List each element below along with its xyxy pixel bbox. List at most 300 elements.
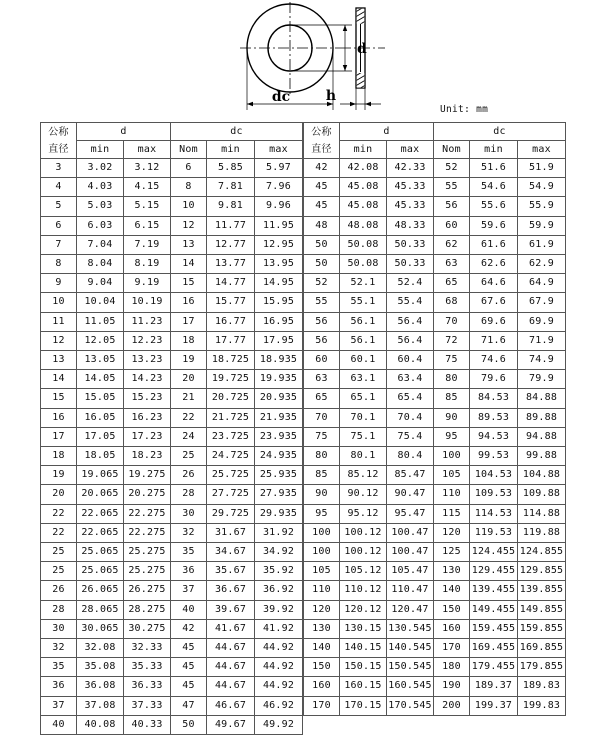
table-row [304, 408, 566, 427]
cell-nominal-diameter: 56 [304, 331, 340, 350]
cell-dc-min: 17.77 [207, 331, 255, 350]
cell-dc-nom: 50 [171, 715, 207, 734]
cell-dc-min: 69.6 [470, 312, 518, 331]
cell-d-min: 22.065 [77, 504, 124, 523]
cell-dc-min: 159.455 [470, 619, 518, 638]
cell-dc-nom: 36 [171, 562, 207, 581]
cell-dc-nom: 40 [171, 600, 207, 619]
table-row [304, 293, 566, 312]
table-row [304, 639, 566, 658]
cell-dc-min: 44.67 [207, 639, 255, 658]
washer-technical-drawing [0, 0, 600, 118]
table-row [304, 619, 566, 638]
cell-d-min: 13.05 [77, 351, 124, 370]
cell-nominal-diameter: 25 [41, 562, 77, 581]
cell-dc-nom: 190 [434, 677, 470, 696]
table-row [304, 658, 566, 677]
cell-nominal-diameter: 5 [41, 197, 77, 216]
cell-dc-min: 44.67 [207, 658, 255, 677]
cell-dc-min: 20.725 [207, 389, 255, 408]
cell-d-max: 16.23 [124, 408, 171, 427]
arrow-d-top [343, 25, 347, 31]
cell-nominal-diameter: 80 [304, 447, 340, 466]
table-row [41, 370, 303, 389]
cell-dc-max: 139.855 [518, 581, 566, 600]
table-header-row-2 [304, 141, 566, 159]
cell-d-min: 150.15 [340, 658, 387, 677]
cell-dc-max: 49.92 [255, 715, 303, 734]
cell-d-min: 100.12 [340, 543, 387, 562]
header-dc-max: max [255, 141, 303, 159]
cell-dc-nom: 45 [171, 639, 207, 658]
cell-d-max: 90.47 [387, 485, 434, 504]
cell-d-min: 20.065 [77, 485, 124, 504]
cell-dc-nom: 26 [171, 466, 207, 485]
cell-nominal-diameter: 63 [304, 370, 340, 389]
cell-d-min: 70.1 [340, 408, 387, 427]
table-row [304, 235, 566, 254]
cell-dc-min: 12.77 [207, 235, 255, 254]
cell-d-max: 14.23 [124, 370, 171, 389]
cell-dc-nom: 35 [171, 543, 207, 562]
cell-d-min: 28.065 [77, 600, 124, 619]
cell-d-min: 75.1 [340, 427, 387, 446]
cell-dc-min: 39.67 [207, 600, 255, 619]
cell-d-max: 35.33 [124, 658, 171, 677]
cell-dc-max: 35.92 [255, 562, 303, 581]
cell-d-min: 45.08 [340, 197, 387, 216]
cell-dc-max: 41.92 [255, 619, 303, 638]
cell-d-max: 30.275 [124, 619, 171, 638]
table-row [41, 159, 303, 178]
table-row [41, 543, 303, 562]
cell-d-min: 32.08 [77, 639, 124, 658]
cell-dc-min: 169.455 [470, 639, 518, 658]
cell-dc-min: 23.725 [207, 427, 255, 446]
left-table-body [41, 159, 303, 735]
cell-dc-max: 19.935 [255, 370, 303, 389]
cell-dc-min: 94.53 [470, 427, 518, 446]
cell-d-min: 9.04 [77, 274, 124, 293]
cell-nominal-diameter: 100 [304, 523, 340, 542]
cell-d-max: 17.23 [124, 427, 171, 446]
cell-dc-nom: 37 [171, 581, 207, 600]
cell-d-max: 150.545 [387, 658, 434, 677]
header-nominal-line2: 直径 [311, 143, 332, 155]
header-nominal-line1: 公称 [48, 126, 69, 138]
cell-dc-nom: 17 [171, 312, 207, 331]
table-row [304, 389, 566, 408]
cell-nominal-diameter: 95 [304, 504, 340, 523]
cell-dc-min: 27.725 [207, 485, 255, 504]
table-row [304, 178, 566, 197]
cell-d-max: 36.33 [124, 677, 171, 696]
table-row [41, 351, 303, 370]
cell-nominal-diameter: 22 [41, 504, 77, 523]
header-nominal-diameter [41, 123, 77, 159]
cell-dc-max: 124.855 [518, 543, 566, 562]
cell-d-min: 15.05 [77, 389, 124, 408]
cell-dc-nom: 95 [434, 427, 470, 446]
table-row [41, 581, 303, 600]
cell-nominal-diameter: 45 [304, 178, 340, 197]
cell-dc-min: 114.53 [470, 504, 518, 523]
cell-d-min: 12.05 [77, 331, 124, 350]
table-row [304, 677, 566, 696]
table-row [304, 370, 566, 389]
cell-d-min: 30.065 [77, 619, 124, 638]
cell-d-max: 60.4 [387, 351, 434, 370]
cell-dc-max: 44.92 [255, 639, 303, 658]
cell-dc-min: 55.6 [470, 197, 518, 216]
table-row [304, 581, 566, 600]
cell-dc-max: 59.9 [518, 216, 566, 235]
table-row [41, 485, 303, 504]
left-spec-table-container [40, 122, 303, 735]
cell-d-min: 19.065 [77, 466, 124, 485]
cell-dc-max: 109.88 [518, 485, 566, 504]
cell-d-max: 52.4 [387, 274, 434, 293]
cell-dc-nom: 100 [434, 447, 470, 466]
cell-dc-min: 84.53 [470, 389, 518, 408]
cell-d-max: 15.23 [124, 389, 171, 408]
table-row [41, 447, 303, 466]
cell-dc-min: 7.81 [207, 178, 255, 197]
header-dc-min: min [207, 141, 255, 159]
cell-dc-max: 189.83 [518, 677, 566, 696]
table-row [41, 523, 303, 542]
cell-dc-nom: 105 [434, 466, 470, 485]
cell-dc-max: 64.9 [518, 274, 566, 293]
header-group-dc: dc [171, 123, 303, 141]
cell-dc-max: 25.935 [255, 466, 303, 485]
cell-d-max: 56.4 [387, 331, 434, 350]
table-row [304, 543, 566, 562]
cell-dc-max: 23.935 [255, 427, 303, 446]
cell-nominal-diameter: 140 [304, 639, 340, 658]
cell-dc-max: 55.9 [518, 197, 566, 216]
cell-d-max: 63.4 [387, 370, 434, 389]
cell-dc-min: 49.67 [207, 715, 255, 734]
cell-dc-nom: 63 [434, 255, 470, 274]
cell-dc-nom: 12 [171, 216, 207, 235]
cell-d-min: 65.1 [340, 389, 387, 408]
cell-d-min: 48.08 [340, 216, 387, 235]
cell-dc-nom: 28 [171, 485, 207, 504]
table-row [41, 293, 303, 312]
cell-dc-nom: 45 [171, 677, 207, 696]
cell-nominal-diameter: 26 [41, 581, 77, 600]
cell-nominal-diameter: 16 [41, 408, 77, 427]
cell-d-min: 14.05 [77, 370, 124, 389]
cell-dc-max: 14.95 [255, 274, 303, 293]
cell-dc-nom: 130 [434, 562, 470, 581]
cell-dc-nom: 68 [434, 293, 470, 312]
cell-dc-min: 89.53 [470, 408, 518, 427]
cell-dc-max: 31.92 [255, 523, 303, 542]
cell-dc-max: 44.92 [255, 677, 303, 696]
table-row [41, 331, 303, 350]
cell-nominal-diameter: 48 [304, 216, 340, 235]
table-row [41, 389, 303, 408]
table-row [41, 600, 303, 619]
cell-d-max: 160.545 [387, 677, 434, 696]
table-row [304, 197, 566, 216]
cell-dc-nom: 115 [434, 504, 470, 523]
cell-d-max: 22.275 [124, 504, 171, 523]
table-row [304, 485, 566, 504]
cell-dc-min: 99.53 [470, 447, 518, 466]
cell-dc-min: 29.725 [207, 504, 255, 523]
cell-d-max: 140.545 [387, 639, 434, 658]
cell-nominal-diameter: 35 [41, 658, 77, 677]
cell-dc-nom: 170 [434, 639, 470, 658]
cell-nominal-diameter: 55 [304, 293, 340, 312]
cell-dc-min: 9.81 [207, 197, 255, 216]
cell-nominal-diameter: 9 [41, 274, 77, 293]
cell-dc-nom: 55 [434, 178, 470, 197]
cell-d-min: 25.065 [77, 562, 124, 581]
header-dc-max: max [518, 141, 566, 159]
cell-d-max: 5.15 [124, 197, 171, 216]
cell-d-max: 26.275 [124, 581, 171, 600]
cell-d-min: 40.08 [77, 715, 124, 734]
cell-dc-min: 104.53 [470, 466, 518, 485]
header-dc-nom: Nom [171, 141, 207, 159]
cell-dc-min: 19.725 [207, 370, 255, 389]
cell-dc-max: 36.92 [255, 581, 303, 600]
cell-nominal-diameter: 6 [41, 216, 77, 235]
cell-d-min: 25.065 [77, 543, 124, 562]
table-header-row-1 [304, 123, 566, 141]
cell-d-min: 45.08 [340, 178, 387, 197]
cell-dc-min: 139.455 [470, 581, 518, 600]
cell-dc-max: 169.855 [518, 639, 566, 658]
cell-dc-max: 13.95 [255, 255, 303, 274]
header-d-max: max [124, 141, 171, 159]
cell-dc-max: 69.9 [518, 312, 566, 331]
cell-dc-nom: 90 [434, 408, 470, 427]
table-row [304, 562, 566, 581]
cell-dc-nom: 75 [434, 351, 470, 370]
cell-dc-min: 67.6 [470, 293, 518, 312]
cell-dc-nom: 56 [434, 197, 470, 216]
cell-d-min: 4.03 [77, 178, 124, 197]
cell-dc-nom: 85 [434, 389, 470, 408]
cell-dc-max: 21.935 [255, 408, 303, 427]
cell-dc-min: 31.67 [207, 523, 255, 542]
cell-d-min: 10.04 [77, 293, 124, 312]
cell-d-max: 75.4 [387, 427, 434, 446]
table-row [304, 504, 566, 523]
cell-nominal-diameter: 20 [41, 485, 77, 504]
cell-dc-nom: 32 [171, 523, 207, 542]
cell-d-max: 80.4 [387, 447, 434, 466]
cell-dc-max: 7.96 [255, 178, 303, 197]
cell-nominal-diameter: 28 [41, 600, 77, 619]
cell-dc-min: 46.67 [207, 696, 255, 715]
cell-dc-max: 17.95 [255, 331, 303, 350]
cell-d-min: 18.05 [77, 447, 124, 466]
cell-dc-nom: 16 [171, 293, 207, 312]
cell-d-max: 45.33 [387, 178, 434, 197]
cell-nominal-diameter: 160 [304, 677, 340, 696]
cell-dc-max: 104.88 [518, 466, 566, 485]
cell-d-min: 7.04 [77, 235, 124, 254]
table-row [304, 159, 566, 178]
dimension-label-d: d [357, 41, 367, 57]
table-row [41, 466, 303, 485]
cell-d-min: 85.12 [340, 466, 387, 485]
cell-d-max: 100.47 [387, 543, 434, 562]
cell-dc-max: 15.95 [255, 293, 303, 312]
cell-nominal-diameter: 50 [304, 255, 340, 274]
cell-dc-nom: 24 [171, 427, 207, 446]
cell-d-max: 110.47 [387, 581, 434, 600]
cell-nominal-diameter: 40 [41, 715, 77, 734]
table-row [41, 715, 303, 734]
cell-dc-max: 61.9 [518, 235, 566, 254]
table-row [41, 235, 303, 254]
cell-nominal-diameter: 170 [304, 696, 340, 715]
right-table-body [304, 159, 566, 716]
table-row [41, 639, 303, 658]
arrow-dc-left [247, 102, 253, 106]
cell-d-min: 36.08 [77, 677, 124, 696]
cell-d-min: 120.12 [340, 600, 387, 619]
cell-dc-nom: 47 [171, 696, 207, 715]
cell-dc-max: 24.935 [255, 447, 303, 466]
table-row [304, 523, 566, 542]
cell-dc-nom: 13 [171, 235, 207, 254]
header-d-max: max [387, 141, 434, 159]
header-group-d: d [77, 123, 171, 141]
cell-d-min: 50.08 [340, 235, 387, 254]
cell-dc-nom: 6 [171, 159, 207, 178]
table-row [41, 658, 303, 677]
cell-dc-max: 11.95 [255, 216, 303, 235]
table-row [304, 351, 566, 370]
cell-dc-max: 129.855 [518, 562, 566, 581]
cell-dc-min: 24.725 [207, 447, 255, 466]
table-row [304, 216, 566, 235]
dimension-label-dc: dc [271, 89, 291, 105]
cell-d-max: 105.47 [387, 562, 434, 581]
cell-dc-min: 13.77 [207, 255, 255, 274]
cell-d-min: 60.1 [340, 351, 387, 370]
cell-nominal-diameter: 56 [304, 312, 340, 331]
table-row [41, 216, 303, 235]
arrow-d-bottom [343, 65, 347, 71]
cell-dc-nom: 20 [171, 370, 207, 389]
cell-d-min: 100.12 [340, 523, 387, 542]
cell-nominal-diameter: 11 [41, 312, 77, 331]
cell-nominal-diameter: 70 [304, 408, 340, 427]
cell-dc-max: 71.9 [518, 331, 566, 350]
cell-dc-max: 119.88 [518, 523, 566, 542]
cell-dc-max: 16.95 [255, 312, 303, 331]
cell-dc-nom: 22 [171, 408, 207, 427]
cell-d-max: 12.23 [124, 331, 171, 350]
table-row [41, 562, 303, 581]
cell-dc-min: 36.67 [207, 581, 255, 600]
cell-d-max: 9.19 [124, 274, 171, 293]
cell-dc-min: 62.6 [470, 255, 518, 274]
cell-dc-min: 25.725 [207, 466, 255, 485]
cell-d-max: 13.23 [124, 351, 171, 370]
table-row [41, 178, 303, 197]
cell-d-min: 52.1 [340, 274, 387, 293]
cell-d-min: 37.08 [77, 696, 124, 715]
cell-nominal-diameter: 52 [304, 274, 340, 293]
cell-d-min: 56.1 [340, 312, 387, 331]
cell-nominal-diameter: 30 [41, 619, 77, 638]
cell-dc-nom: 70 [434, 312, 470, 331]
cell-d-min: 110.12 [340, 581, 387, 600]
cell-d-max: 10.19 [124, 293, 171, 312]
cell-d-max: 85.47 [387, 466, 434, 485]
table-row [41, 504, 303, 523]
cell-dc-nom: 8 [171, 178, 207, 197]
cell-dc-nom: 125 [434, 543, 470, 562]
cell-dc-nom: 72 [434, 331, 470, 350]
cell-dc-min: 59.6 [470, 216, 518, 235]
cell-dc-nom: 10 [171, 197, 207, 216]
cell-dc-min: 44.67 [207, 677, 255, 696]
arrow-h-right [365, 102, 371, 106]
cell-dc-max: 99.88 [518, 447, 566, 466]
cell-nominal-diameter: 120 [304, 600, 340, 619]
cell-dc-nom: 150 [434, 600, 470, 619]
header-nominal-line2: 直径 [48, 143, 69, 155]
cell-nominal-diameter: 42 [304, 159, 340, 178]
cell-dc-nom: 42 [171, 619, 207, 638]
cell-d-min: 6.03 [77, 216, 124, 235]
cell-dc-max: 62.9 [518, 255, 566, 274]
cell-nominal-diameter: 3 [41, 159, 77, 178]
cell-dc-nom: 140 [434, 581, 470, 600]
cell-d-min: 26.065 [77, 581, 124, 600]
cell-d-min: 16.05 [77, 408, 124, 427]
header-d-min: min [340, 141, 387, 159]
cell-d-max: 56.4 [387, 312, 434, 331]
cell-dc-max: 27.935 [255, 485, 303, 504]
cell-d-max: 170.545 [387, 696, 434, 715]
cell-nominal-diameter: 110 [304, 581, 340, 600]
cell-nominal-diameter: 19 [41, 466, 77, 485]
table-row [41, 408, 303, 427]
cell-d-min: 140.15 [340, 639, 387, 658]
cell-d-min: 11.05 [77, 312, 124, 331]
cell-nominal-diameter: 130 [304, 619, 340, 638]
cell-nominal-diameter: 12 [41, 331, 77, 350]
cell-d-min: 55.1 [340, 293, 387, 312]
cell-dc-nom: 14 [171, 255, 207, 274]
cell-nominal-diameter: 45 [304, 197, 340, 216]
dimension-label-h: h [325, 88, 336, 104]
table-row [41, 312, 303, 331]
cell-dc-min: 199.37 [470, 696, 518, 715]
cell-dc-max: 74.9 [518, 351, 566, 370]
cell-nominal-diameter: 60 [304, 351, 340, 370]
cell-dc-nom: 120 [434, 523, 470, 542]
header-nominal-line1: 公称 [311, 126, 332, 138]
cell-d-max: 7.19 [124, 235, 171, 254]
cell-dc-max: 12.95 [255, 235, 303, 254]
cell-d-max: 3.12 [124, 159, 171, 178]
table-row [304, 255, 566, 274]
cell-dc-min: 16.77 [207, 312, 255, 331]
